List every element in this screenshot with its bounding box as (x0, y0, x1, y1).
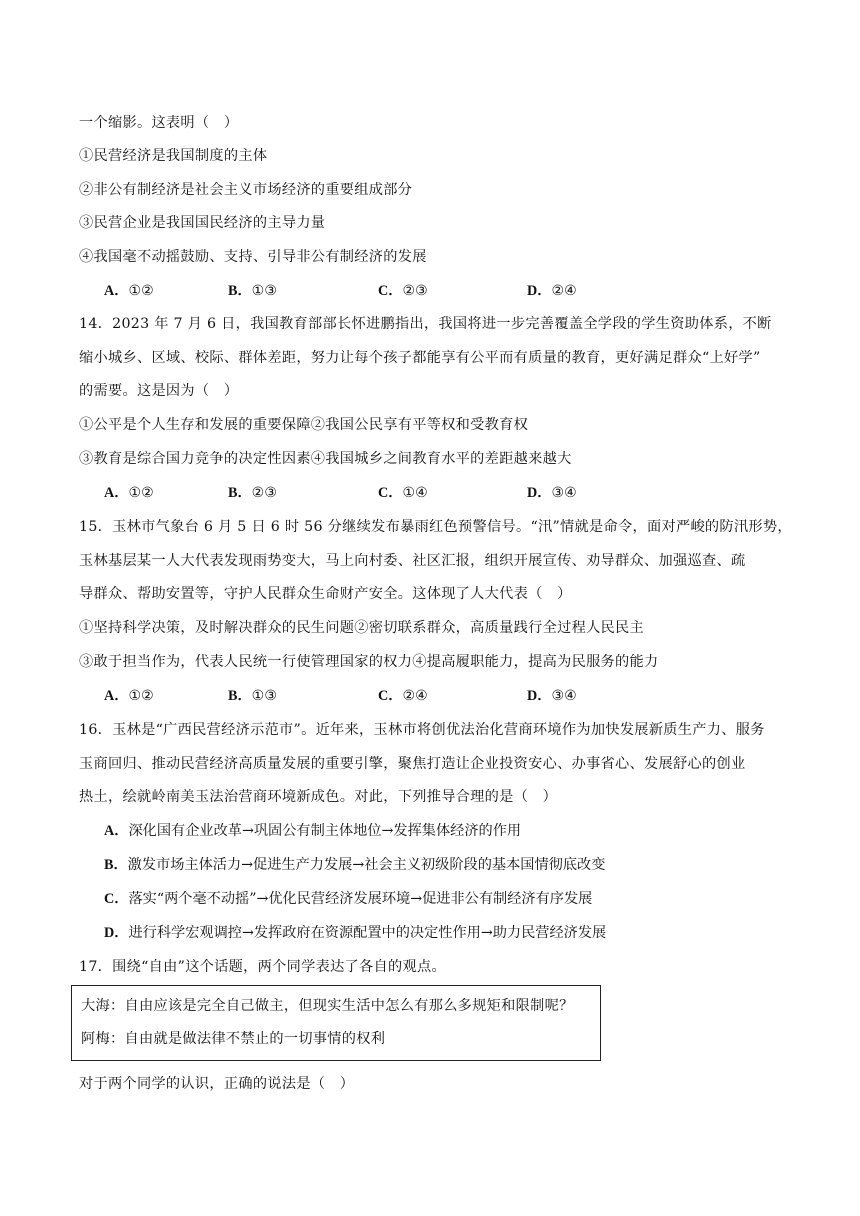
q13-item-3: ③民营企业是我国国民经济的主导力量 (79, 215, 326, 231)
option-text: ①④ (402, 485, 428, 501)
q13-item-2: ②非公有制经济是社会主义市场经济的重要组成部分 (79, 182, 413, 198)
q17-stem: 17．围绕“自由”这个话题，两个同学表达了各自的观点。 (79, 959, 446, 975)
option-text: 深化国有企业改革→巩固公有制主体地位→发挥集体经济的作用 (128, 823, 522, 839)
q17-dialog-line-2: 阿梅：自由就是做法律不禁止的一切事情的权利 (81, 1031, 386, 1047)
q17-question: 对于两个同学的认识，正确的说法是（ ） (79, 1076, 355, 1092)
option-letter: A． (104, 823, 129, 839)
q15-item-line-2: ③敢于担当作为，代表人民统一行使管理国家的权力④提高履职能力，提高为民服务的能力 (79, 654, 659, 670)
q15-option-c (378, 686, 428, 706)
q14-stem-line-3: 的需要。这是因为（ ） (79, 383, 239, 399)
option-text: ①② (128, 688, 154, 704)
option-letter: B． (228, 283, 252, 299)
q13-option-b (228, 281, 277, 301)
q13-option-c (378, 281, 428, 301)
option-text: ①② (128, 485, 154, 501)
q15-stem-line-2: 玉林基层某一人大代表发现雨势变大，马上向村委、社区汇报，组织开展宣传、劝导群众、加强巡查、疏 (79, 553, 746, 569)
option-text: ③④ (551, 485, 577, 501)
q14-item-line-1: ①公平是个人生存和发展的重要保障②我国公民享有平等权和受教育权 (79, 417, 529, 433)
option-letter: A． (104, 688, 129, 704)
option-letter: B． (228, 688, 252, 704)
option-letter: C． (378, 688, 403, 704)
option-text: ②④ (551, 283, 577, 299)
option-text: 落实“两个毫不动摇”→优化民营经济发展环境→促进非公有制经济有序发展 (128, 891, 593, 907)
q13-option-d (527, 281, 577, 301)
option-letter: C． (378, 485, 403, 501)
option-letter: C． (378, 283, 403, 299)
q16-stem-line-1: 16．玉林是“广西民营经济示范市”。近年来，玉林市将创优法治化营商环境作为加快发展新质生产力、服务 (79, 722, 765, 738)
option-letter: D． (527, 485, 552, 501)
option-text: ①③ (251, 688, 278, 704)
q17-dialog-line-1: 大海：自由应该是完全自己做主，但现实生活中怎么有那么多规矩和限制呢？ (81, 998, 574, 1014)
option-letter: C． (104, 891, 129, 907)
q16-option-a (104, 821, 521, 841)
option-text: ②④ (402, 688, 428, 704)
option-text: ②③ (251, 485, 278, 501)
q16-option-b (104, 855, 605, 875)
q15-option-a (104, 686, 154, 706)
q14-option-d (527, 483, 577, 503)
option-text: ③④ (551, 688, 577, 704)
q14-option-c (378, 483, 428, 503)
option-text: 进行科学宏观调控→发挥政府在资源配置中的决定性作用→助力民营经济发展 (128, 925, 607, 941)
q15-option-b (228, 686, 277, 706)
option-text: ①③ (251, 283, 278, 299)
option-letter: D． (527, 688, 552, 704)
q14-option-a (104, 483, 154, 503)
q14-stem-line-1: 14．2023 年 7 月 6 日，我国教育部部长怀进鹏指出，我国将进一步完善覆盖全学段的学生资助体系，不断 (79, 316, 772, 332)
q14-stem-line-2: 缩小城乡、区域、校际、群体差距，努力让每个孩子都能享有公平而有质量的教育，更好满足群众“上好学” (79, 350, 761, 366)
q14-option-b (228, 483, 277, 503)
q13-item-1: ①民营经济是我国制度的主体 (79, 148, 268, 164)
option-letter: A． (104, 283, 129, 299)
q15-option-d (527, 686, 577, 706)
option-letter: B． (228, 485, 252, 501)
q15-item-line-1: ①坚持科学决策，及时解决群众的民生问题②密切联系群众，高质量践行全过程人民民主 (79, 620, 645, 636)
q15-stem-line-3: 导群众、帮助安置等，守护人民群众生命财产安全。这体现了人大代表（ ） (79, 586, 572, 602)
q15-stem-line-1: 15．玉林市气象台 6 月 5 日 6 时 56 分继续发布暴雨红色预警信号。“汛”情就是命令，面对严峻的防汛形势， (79, 519, 792, 535)
q16-stem-line-2: 玉商回归、推动民营经济高质量发展的重要引擎，聚焦打造让企业投资安心、办事省心、发展舒心的创业 (79, 756, 746, 772)
option-letter: D． (527, 283, 552, 299)
option-text: 激发市场主体活力→促进生产力发展→社会主义初级阶段的基本国情彻底改变 (127, 857, 606, 873)
q17-dialog-box (71, 985, 601, 1061)
option-text: ②③ (402, 283, 428, 299)
q14-item-line-2: ③教育是综合国力竞争的决定性因素④我国城乡之间教育水平的差距越来越大 (79, 451, 572, 467)
option-letter: D． (104, 925, 129, 941)
option-letter: B． (104, 857, 128, 873)
q13-item-4: ④我国毫不动摇鼓励、支持、引导非公有制经济的发展 (79, 249, 427, 265)
option-letter: A． (104, 485, 129, 501)
q16-option-c (104, 889, 592, 909)
q16-stem-line-3: 热土，绘就岭南美玉法治营商环境新成色。对此，下列推导合理的是（ ） (79, 789, 558, 805)
q13-stem-tail: 一个缩影。这表明（ ） (79, 115, 239, 131)
option-text: ①② (128, 283, 154, 299)
q16-option-d (104, 923, 606, 943)
q13-option-a (104, 281, 154, 301)
